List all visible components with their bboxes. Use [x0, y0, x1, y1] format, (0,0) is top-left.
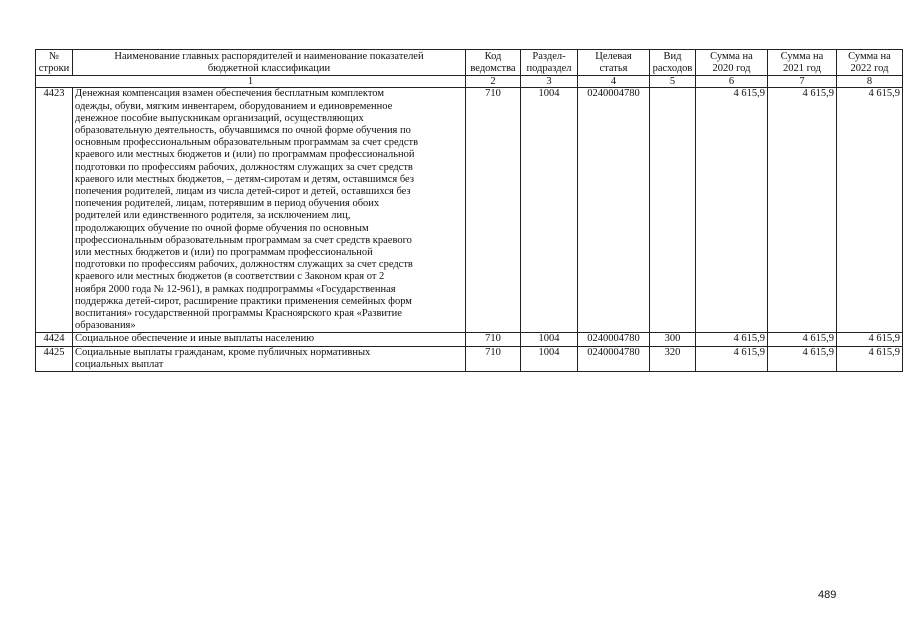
header-name: Наименование главных распорядителей и наименование показателей бюджетной классификации [73, 50, 466, 76]
sum-2021-cell: 4 615,9 [768, 88, 837, 333]
budget-table [35, 49, 903, 372]
header-dept-code: Код ведомства [466, 50, 521, 76]
table-row [36, 333, 903, 346]
expense-type-cell: 300 [650, 333, 696, 346]
sum-2022-cell: 4 615,9 [837, 88, 903, 333]
row-description: Денежная компенсация взамен обеспечения бесплатным комплектом одежды, обуви, мягким инвентарем, оборудованием и единовременное денежное пособие выпускникам организаций, осуществляющих образовательную деятельность, обучавшимся по очной форме обучения по основным профессиональным образовательным программам за счет средств краевого или местных бюджетов и (или) по программам профессиональной подготовки по профессиям рабочих, должностям служащих за счет средств краевого или местных бюджетов, – детям-сиротам и детям, оставшимся без попечения родителей, лицам из числа детей-сирот и детей, оставшихся без попечения родителей, лицам, потерявшим в период обучения обоих родителей или единственного родителя, за исключением лиц, продолжающих обучение по очной форме обучения по основным профессиональным образовательным программам за счет средств краевого или местных бюджетов и (или) по программам профессиональной подготовки по профессиям рабочих, должностям служащих за счет средств краевого или местных бюджетов (в соответствии с Законом края от 2 ноября 2000 года № 12-961), в рамках подпрограммы «Государственная поддержка детей-сирот, расширение практики применения семейных форм воспитания» государственной программы Красноярского края «Развитие образования» [73, 88, 466, 333]
dept-code-cell: 710 [466, 346, 521, 371]
column-number: 5 [650, 76, 696, 88]
column-number: 1 [36, 76, 466, 88]
section-cell: 1004 [521, 88, 578, 333]
header-sum-2022: Сумма на 2022 год [837, 50, 903, 76]
column-number-row [36, 76, 903, 88]
header-section: Раздел- подраздел [521, 50, 578, 76]
target-cell: 0240004780 [578, 346, 650, 371]
column-number: 2 [466, 76, 521, 88]
column-number: 3 [521, 76, 578, 88]
expense-type-cell: 320 [650, 346, 696, 371]
header-target: Целевая статья [578, 50, 650, 76]
column-number: 6 [696, 76, 768, 88]
expense-type-cell [650, 88, 696, 333]
section-cell: 1004 [521, 346, 578, 371]
dept-code-cell: 710 [466, 88, 521, 333]
header-sum-2021: Сумма на 2021 год [768, 50, 837, 76]
table-row [36, 88, 903, 333]
sum-2022-cell: 4 615,9 [837, 333, 903, 346]
sum-2020-cell: 4 615,9 [696, 346, 768, 371]
table-header-row [36, 50, 903, 76]
header-row-no: № строки [36, 50, 73, 76]
row-description: Социальное обеспечение и иные выплаты населению [73, 333, 466, 346]
row-number: 4423 [36, 88, 73, 333]
row-number: 4425 [36, 346, 73, 371]
sum-2020-cell: 4 615,9 [696, 88, 768, 333]
page-number: 489 [818, 589, 837, 601]
header-expense-type: Вид расходов [650, 50, 696, 76]
header-sum-2020: Сумма на 2020 год [696, 50, 768, 76]
sum-2020-cell: 4 615,9 [696, 333, 768, 346]
table-row [36, 346, 903, 371]
dept-code-cell: 710 [466, 333, 521, 346]
target-cell: 0240004780 [578, 333, 650, 346]
column-number: 8 [837, 76, 903, 88]
target-cell: 0240004780 [578, 88, 650, 333]
sum-2021-cell: 4 615,9 [768, 333, 837, 346]
sum-2022-cell: 4 615,9 [837, 346, 903, 371]
row-description: Социальные выплаты гражданам, кроме публичных нормативных социальных выплат [73, 346, 466, 371]
sum-2021-cell: 4 615,9 [768, 346, 837, 371]
column-number: 4 [578, 76, 650, 88]
section-cell: 1004 [521, 333, 578, 346]
row-number: 4424 [36, 333, 73, 346]
column-number: 7 [768, 76, 837, 88]
